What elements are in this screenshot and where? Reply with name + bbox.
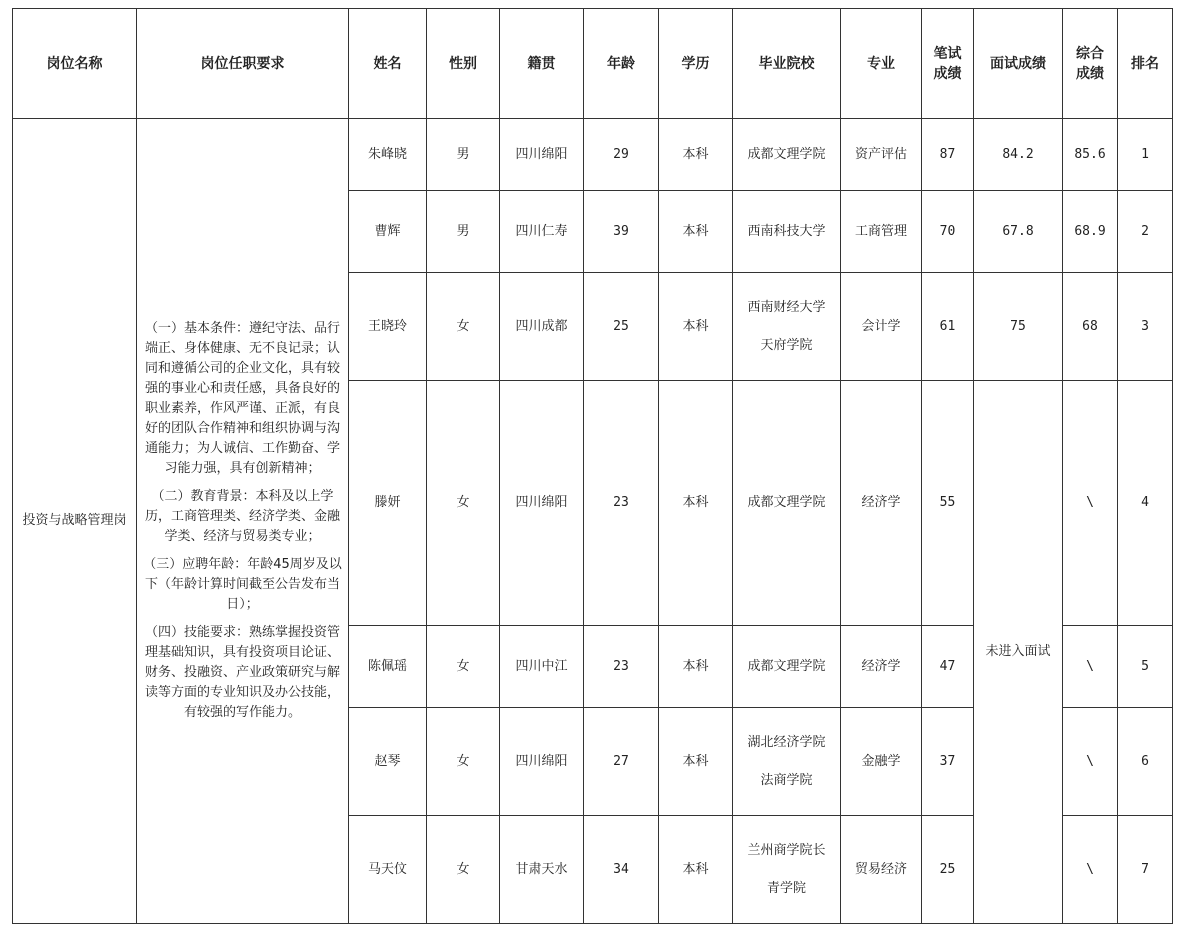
cell-gender: 女: [427, 708, 500, 816]
cell-school: 西南科技大学: [733, 191, 841, 273]
cell-total: \: [1063, 708, 1118, 816]
cell-total: 85.6: [1063, 119, 1118, 191]
cell-rank: 1: [1118, 119, 1173, 191]
cell-education: 本科: [659, 816, 733, 924]
requirement-3: （三）应聘年龄：年龄45周岁及以下（年龄计算时间截至公告发布当日）；: [143, 557, 342, 612]
cell-school: 西南财经大学 天府学院: [733, 273, 841, 381]
cell-major: 金融学: [841, 708, 922, 816]
cell-written: 87: [922, 119, 974, 191]
cell-total: \: [1063, 626, 1118, 708]
cell-gender: 女: [427, 273, 500, 381]
header-rank: 排名: [1118, 9, 1173, 119]
cell-age: 29: [584, 119, 659, 191]
table-row: [13, 119, 1173, 191]
cell-school: 湖北经济学院 法商学院: [733, 708, 841, 816]
cell-age: 25: [584, 273, 659, 381]
cell-interview: 67.8: [974, 191, 1063, 273]
requirement-2: （二）教育背景：本科及以上学历，工商管理类、经济学类、金融学类、经济与贸易类专业；: [144, 489, 340, 544]
cell-origin: 四川中江: [500, 626, 584, 708]
cell-name: 曹辉: [349, 191, 427, 273]
cell-name: 赵琴: [349, 708, 427, 816]
cell-age: 39: [584, 191, 659, 273]
cell-school: 兰州商学院长 青学院: [733, 816, 841, 924]
cell-education: 本科: [659, 626, 733, 708]
cell-written: 37: [922, 708, 974, 816]
cell-origin: 四川仁寿: [500, 191, 584, 273]
cell-major: 经济学: [841, 381, 922, 626]
cell-origin: 四川成都: [500, 273, 584, 381]
cell-written: 70: [922, 191, 974, 273]
cell-written: 25: [922, 816, 974, 924]
cell-rank: 5: [1118, 626, 1173, 708]
cell-education: 本科: [659, 273, 733, 381]
cell-name: 朱峰晓: [349, 119, 427, 191]
cell-origin: 四川绵阳: [500, 119, 584, 191]
header-written: 笔试 成绩: [922, 9, 974, 119]
cell-rank: 2: [1118, 191, 1173, 273]
cell-name: 王晓玲: [349, 273, 427, 381]
cell-school: 成都文理学院: [733, 381, 841, 626]
cell-total: 68: [1063, 273, 1118, 381]
cell-major: 工商管理: [841, 191, 922, 273]
cell-gender: 女: [427, 816, 500, 924]
cell-age: 27: [584, 708, 659, 816]
cell-education: 本科: [659, 191, 733, 273]
cell-education: 本科: [659, 381, 733, 626]
header-origin: 籍贯: [500, 9, 584, 119]
cell-written: 47: [922, 626, 974, 708]
cell-written: 61: [922, 273, 974, 381]
requirement-1: （一）基本条件：遵纪守法、品行端正、身体健康、无不良记录；认同和遵循公司的企业文化，具有较强的事业心和责任感，具备良好的职业素养，作风严谨、正派，有良好的团队合作精神和组织协调与沟通能力；为人诚信、工作勤奋、学习能力强，具有创新精神；: [144, 321, 340, 476]
cell-education: 本科: [659, 119, 733, 191]
cell-age: 34: [584, 816, 659, 924]
header-gender: 性别: [427, 9, 500, 119]
cell-education: 本科: [659, 708, 733, 816]
cell-total: 68.9: [1063, 191, 1118, 273]
header-age: 年龄: [584, 9, 659, 119]
cell-origin: 甘肃天水: [500, 816, 584, 924]
cell-interview: 84.2: [974, 119, 1063, 191]
requirements-cell: [137, 119, 349, 924]
header-interview: 面试成绩: [974, 9, 1063, 119]
cell-gender: 男: [427, 119, 500, 191]
cell-gender: 男: [427, 191, 500, 273]
cell-name: 滕妍: [349, 381, 427, 626]
cell-name: 陈佩瑶: [349, 626, 427, 708]
header-total: 综合 成绩: [1063, 9, 1118, 119]
header-major: 专业: [841, 9, 922, 119]
cell-rank: 3: [1118, 273, 1173, 381]
cell-rank: 4: [1118, 381, 1173, 626]
cell-rank: 7: [1118, 816, 1173, 924]
header-requirements: 岗位任职要求: [137, 9, 349, 119]
cell-total: \: [1063, 816, 1118, 924]
cell-gender: 女: [427, 381, 500, 626]
cell-major: 经济学: [841, 626, 922, 708]
cell-origin: 四川绵阳: [500, 708, 584, 816]
cell-major: 资产评估: [841, 119, 922, 191]
requirement-4: （四）技能要求：熟练掌握投资管理基础知识，具有投资项目论证、财务、投融资、产业政策研究与解读等方面的专业知识及办公技能，有较强的写作能力。: [144, 625, 340, 720]
header-row: [13, 9, 1173, 119]
header-education: 学历: [659, 9, 733, 119]
cell-age: 23: [584, 381, 659, 626]
cell-written: 55: [922, 381, 974, 626]
cell-interview: 75: [974, 273, 1063, 381]
results-table: [12, 8, 1173, 924]
cell-major: 贸易经济: [841, 816, 922, 924]
header-school: 毕业院校: [733, 9, 841, 119]
cell-age: 23: [584, 626, 659, 708]
not-interviewed-cell: 未进入面试: [974, 381, 1063, 924]
cell-gender: 女: [427, 626, 500, 708]
cell-school: 成都文理学院: [733, 119, 841, 191]
cell-school: 成都文理学院: [733, 626, 841, 708]
cell-rank: 6: [1118, 708, 1173, 816]
header-position: 岗位名称: [13, 9, 137, 119]
cell-total: \: [1063, 381, 1118, 626]
header-name: 姓名: [349, 9, 427, 119]
cell-major: 会计学: [841, 273, 922, 381]
cell-name: 马天伩: [349, 816, 427, 924]
cell-origin: 四川绵阳: [500, 381, 584, 626]
position-cell: 投资与战略管理岗: [13, 119, 137, 924]
